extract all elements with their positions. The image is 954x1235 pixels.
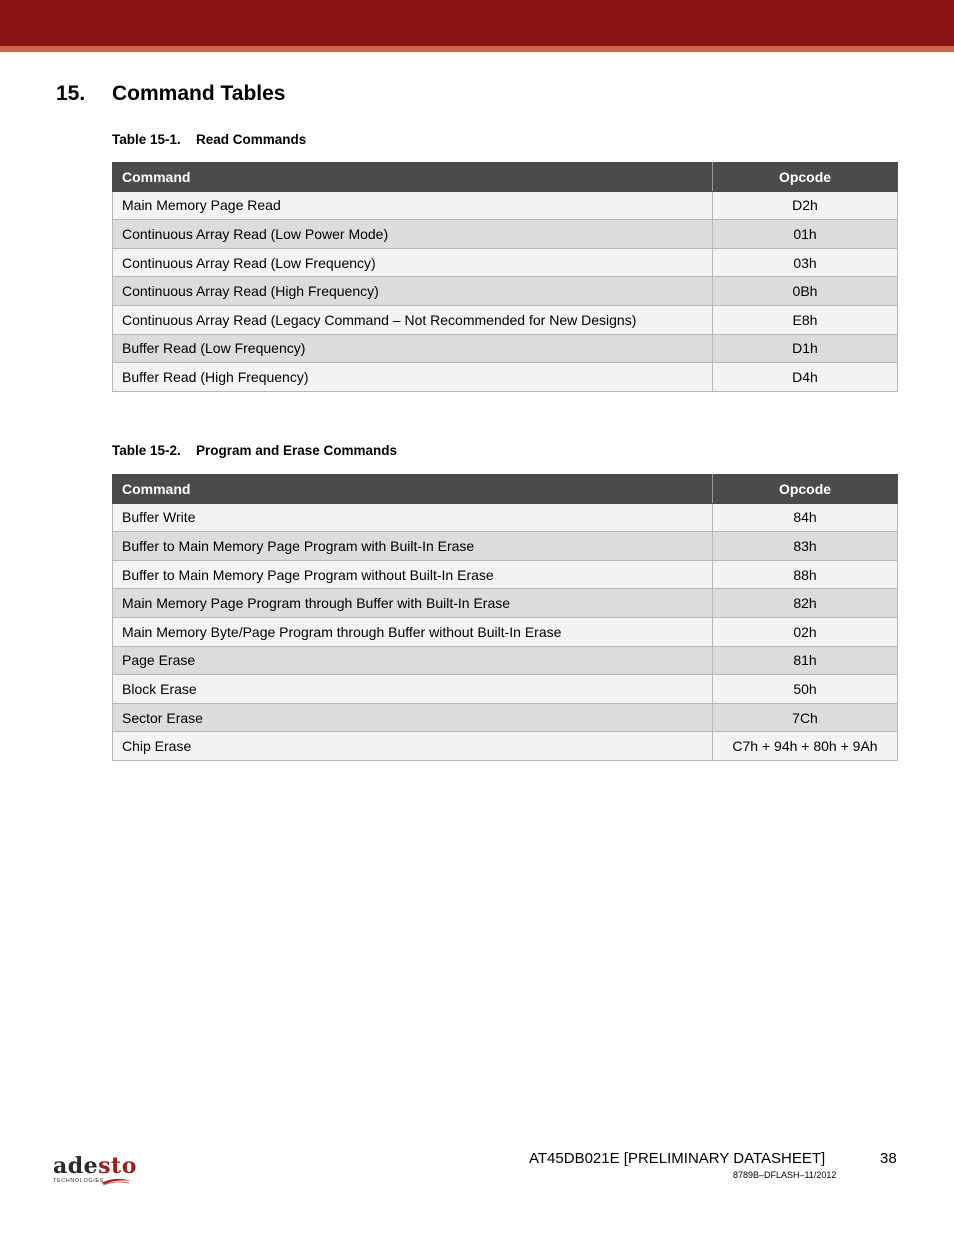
section-title: Command Tables bbox=[112, 82, 286, 105]
opcode-cell: 50h bbox=[713, 675, 898, 704]
program-erase-commands-table bbox=[112, 474, 898, 761]
command-cell: Continuous Array Read (Legacy Command – Not Recommended for New Designs) bbox=[113, 305, 713, 334]
column-header-opcode: Opcode bbox=[713, 163, 898, 192]
table-row bbox=[113, 220, 898, 249]
opcode-cell: 84h bbox=[713, 503, 898, 532]
table-row bbox=[113, 703, 898, 732]
opcode-cell: 81h bbox=[713, 646, 898, 675]
table-header-row bbox=[113, 475, 898, 504]
opcode-cell: 88h bbox=[713, 560, 898, 589]
opcode-cell: E8h bbox=[713, 305, 898, 334]
opcode-cell: 83h bbox=[713, 532, 898, 561]
header-stripe bbox=[0, 46, 954, 52]
footer-doc-title: AT45DB021E [PRELIMINARY DATASHEET] bbox=[529, 1150, 826, 1167]
opcode-cell: 0Bh bbox=[713, 277, 898, 306]
adesto-logo bbox=[53, 1155, 143, 1189]
table-row bbox=[113, 675, 898, 704]
table-row bbox=[113, 732, 898, 761]
table2-caption-number: Table 15-2. bbox=[112, 443, 181, 458]
command-cell: Main Memory Byte/Page Program through Buffer without Built-In Erase bbox=[113, 617, 713, 646]
header-band bbox=[0, 0, 954, 46]
column-header-command: Command bbox=[113, 475, 713, 504]
column-header-command: Command bbox=[113, 163, 713, 192]
opcode-cell: 01h bbox=[713, 220, 898, 249]
table-row bbox=[113, 334, 898, 363]
opcode-cell: 7Ch bbox=[713, 703, 898, 732]
opcode-cell: 02h bbox=[713, 617, 898, 646]
command-cell: Page Erase bbox=[113, 646, 713, 675]
command-cell: Buffer to Main Memory Page Program with Built-In Erase bbox=[113, 532, 713, 561]
section-number: 15. bbox=[56, 82, 86, 105]
command-cell: Buffer Read (Low Frequency) bbox=[113, 334, 713, 363]
column-header-opcode: Opcode bbox=[713, 475, 898, 504]
command-cell: Continuous Array Read (Low Frequency) bbox=[113, 248, 713, 277]
logo-wordmark-prefix: ade bbox=[53, 1153, 99, 1179]
logo-subtitle: TECHNOLOGIES bbox=[53, 1178, 104, 1184]
logo-wordmark-accent: sto bbox=[98, 1153, 137, 1179]
opcode-cell: D4h bbox=[713, 363, 898, 392]
table2-caption-title: Program and Erase Commands bbox=[196, 443, 398, 458]
table-header-row bbox=[113, 163, 898, 192]
command-cell: Block Erase bbox=[113, 675, 713, 704]
table-row bbox=[113, 191, 898, 220]
footer-doc-code: 8789B–DFLASH–11/2012 bbox=[733, 1170, 837, 1180]
section-heading bbox=[56, 82, 285, 106]
table-row bbox=[113, 248, 898, 277]
opcode-cell: 03h bbox=[713, 248, 898, 277]
command-cell: Continuous Array Read (Low Power Mode) bbox=[113, 220, 713, 249]
logo-swoosh-icon bbox=[99, 1177, 133, 1187]
opcode-cell: D2h bbox=[713, 191, 898, 220]
opcode-cell: 82h bbox=[713, 589, 898, 618]
command-cell: Chip Erase bbox=[113, 732, 713, 761]
command-cell: Sector Erase bbox=[113, 703, 713, 732]
command-cell: Buffer to Main Memory Page Program without Built-In Erase bbox=[113, 560, 713, 589]
command-cell: Main Memory Page Program through Buffer with Built-In Erase bbox=[113, 589, 713, 618]
command-cell: Buffer Read (High Frequency) bbox=[113, 363, 713, 392]
opcode-cell: C7h + 94h + 80h + 9Ah bbox=[713, 732, 898, 761]
command-cell: Main Memory Page Read bbox=[113, 191, 713, 220]
table-row bbox=[113, 617, 898, 646]
table-row bbox=[113, 503, 898, 532]
command-cell: Buffer Write bbox=[113, 503, 713, 532]
table2-caption bbox=[112, 443, 397, 458]
table-row bbox=[113, 305, 898, 334]
table1-caption bbox=[112, 132, 306, 147]
table-row bbox=[113, 646, 898, 675]
table-row bbox=[113, 589, 898, 618]
opcode-cell: D1h bbox=[713, 334, 898, 363]
table1-caption-number: Table 15-1. bbox=[112, 132, 181, 147]
logo-wordmark bbox=[53, 1155, 143, 1177]
table-row bbox=[113, 532, 898, 561]
table1-caption-title: Read Commands bbox=[196, 132, 307, 147]
table-row bbox=[113, 277, 898, 306]
table-row bbox=[113, 560, 898, 589]
footer-page-number: 38 bbox=[880, 1150, 897, 1167]
table-row bbox=[113, 363, 898, 392]
command-cell: Continuous Array Read (High Frequency) bbox=[113, 277, 713, 306]
read-commands-table bbox=[112, 162, 898, 392]
